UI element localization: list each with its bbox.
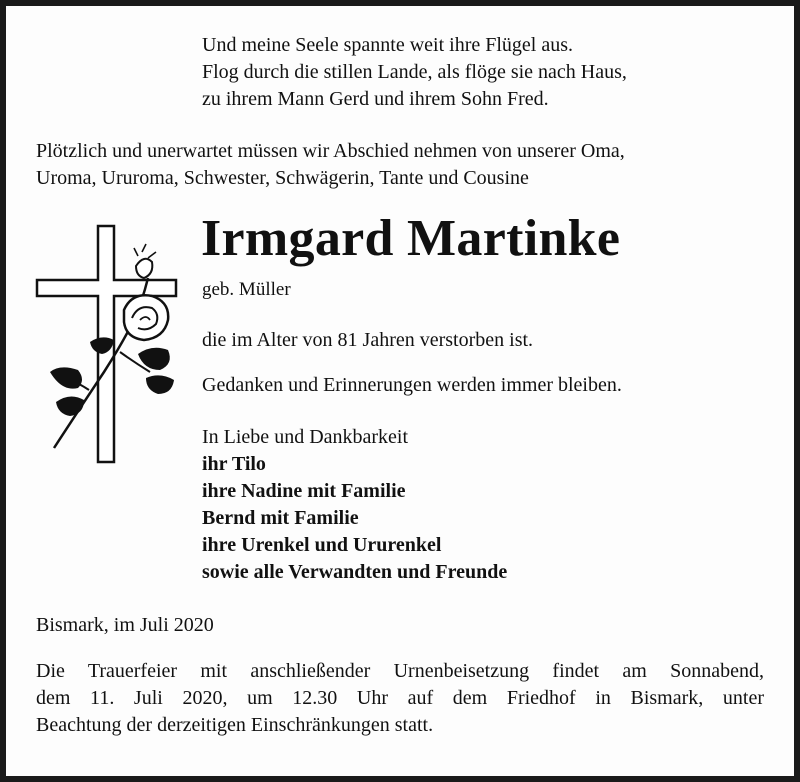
funeral-notice (36, 658, 764, 739)
poem-line: Und meine Seele spannte weit ihre Flügel aus. (202, 34, 574, 56)
intro-line: Plötzlich und unerwartet müssen wir Abschied nehmen von unserer Oma, (36, 140, 625, 162)
poem-line: zu ihrem Mann Gerd und ihrem Sohn Fred. (202, 88, 549, 110)
mourner-name: ihre Nadine mit Familie (202, 480, 406, 502)
place-date: Bismark, im Juli 2020 (36, 614, 214, 636)
deceased-name: Irmgard Martinke (201, 210, 621, 267)
birth-name: geb. Müller (202, 279, 291, 300)
mourner-name: ihre Urenkel und Ururenkel (202, 534, 442, 556)
funeral-line: Beachtung der derzeitigen Einschränkungen statt. (36, 714, 434, 736)
mourners-block (202, 424, 507, 586)
intro-line: Uroma, Ururoma, Schwester, Schwägerin, Tante und Cousine (36, 167, 529, 189)
mourner-name: Bernd mit Familie (202, 507, 359, 529)
mourners-intro: In Liebe und Dankbarkeit (202, 426, 409, 448)
thoughts-line: Gedanken und Erinnerungen werden immer bleiben. (202, 374, 622, 396)
intro-text (36, 138, 625, 192)
poem (202, 32, 627, 113)
funeral-line: dem 11. Juli 2020, um 12.30 Uhr auf dem Friedhof in Bismark, unter (36, 687, 764, 709)
mourner-name: ihr Tilo (202, 453, 266, 475)
poem-line: Flog durch die stillen Lande, als flöge sie nach Haus, (202, 61, 627, 83)
cross-with-rose-icon (34, 222, 182, 468)
funeral-line: Die Trauerfeier mit anschließender Urnenbeisetzung findet am Sonnabend, (36, 660, 764, 682)
mourner-name: sowie alle Verwandten und Freunde (202, 561, 508, 583)
age-line: die im Alter von 81 Jahren verstorben ist. (202, 329, 534, 351)
